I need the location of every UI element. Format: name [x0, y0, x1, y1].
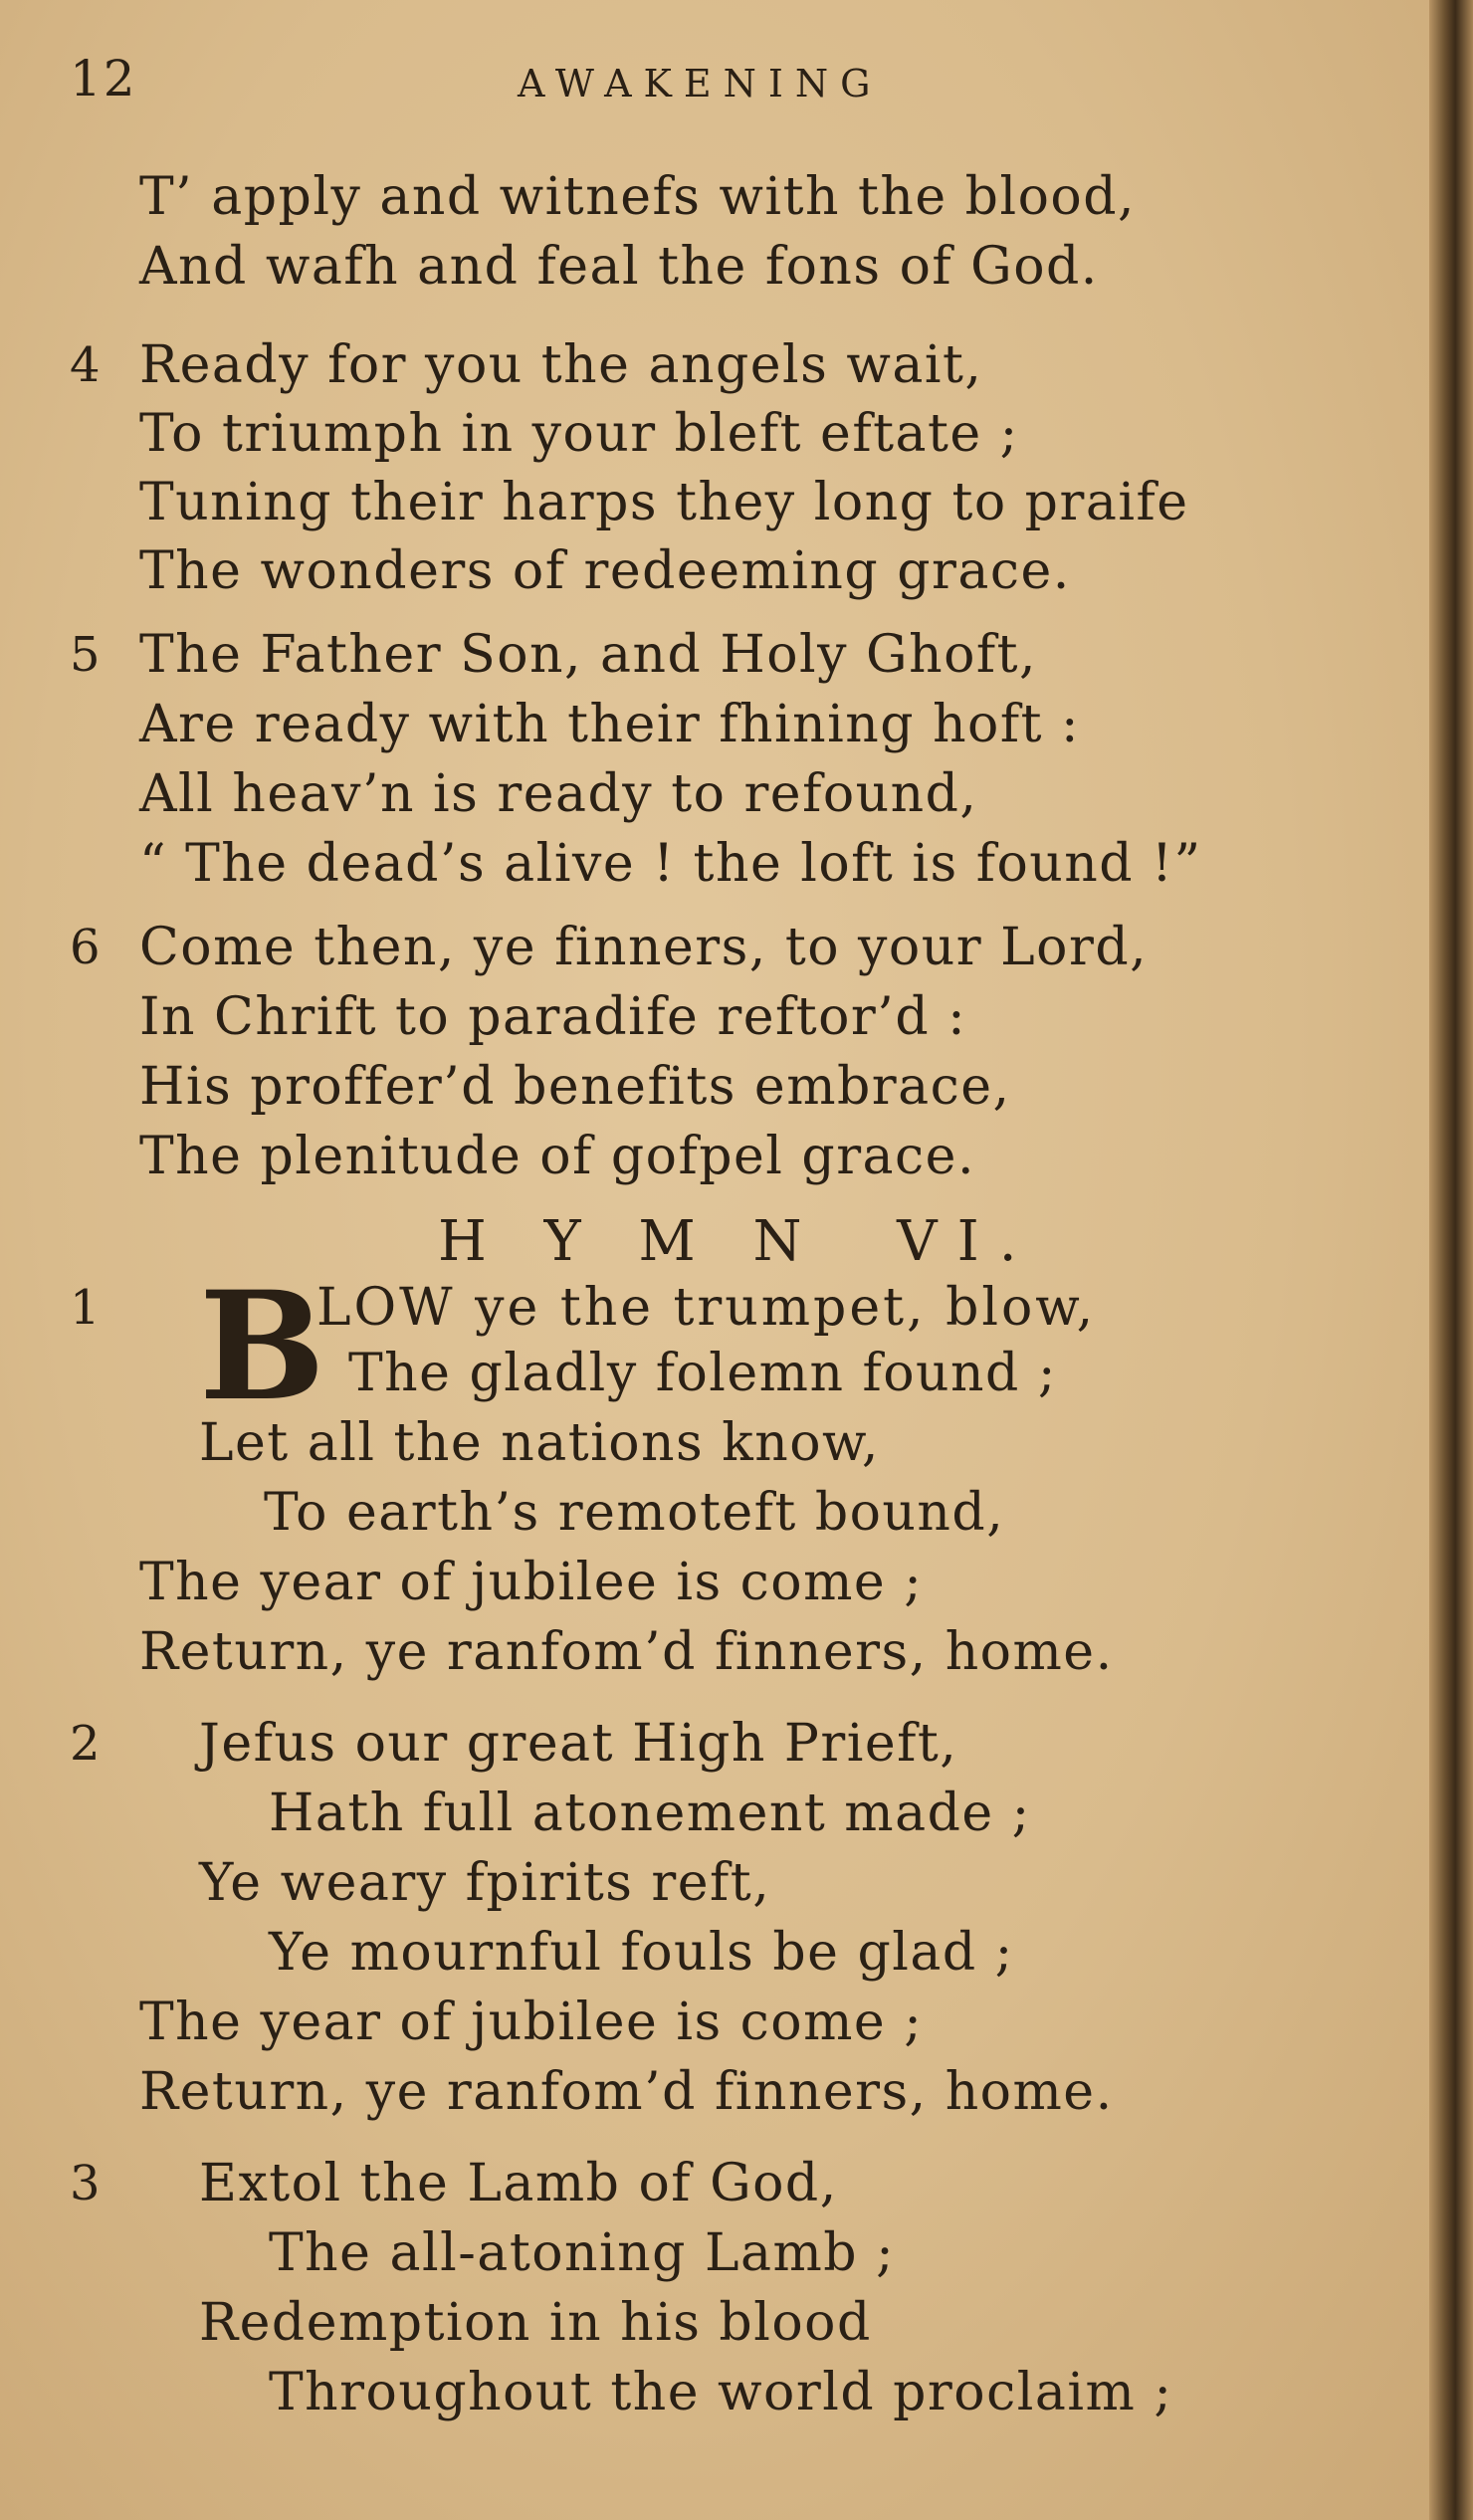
page-binding-edge: [1429, 0, 1473, 2520]
verse-line: The all-atoning Lamb ;: [269, 2223, 896, 2283]
section-title: AWAKENING: [518, 62, 883, 105]
verse-line: Jefus our great High Prieft,: [199, 1714, 958, 1774]
verse-line: To triumph in your bleft eftate ;: [139, 404, 1019, 464]
stanza-number: 2: [70, 1716, 101, 1772]
verse-line: Are ready with their fhining hoft :: [139, 695, 1081, 754]
verse-line: The gladly folemn found ;: [348, 1344, 1057, 1403]
verse-line: Hath full atonement made ;: [269, 1784, 1031, 1843]
verse-line: His proffer’d benefits embrace,: [139, 1057, 1011, 1117]
verse-line: Ready for you the angels wait,: [139, 335, 983, 395]
stanza-number: 4: [70, 337, 101, 393]
verse-line: To earth’s remoteft bound,: [264, 1483, 1005, 1543]
verse-line: The year of jubilee is come ;: [139, 1553, 924, 1612]
stanza-number: 5: [70, 627, 101, 683]
verse-line: Return, ye ranfom’d finners, home.: [139, 1622, 1114, 1682]
verse-line: LOW ye the trumpet, blow,: [316, 1278, 1097, 1338]
page-number: 12: [70, 50, 137, 107]
drop-cap: B: [199, 1259, 325, 1434]
stanza-number: 1: [70, 1280, 101, 1336]
verse-line: The year of jubilee is come ;: [139, 1993, 924, 2052]
verse-line: Ye weary fpirits reft,: [199, 1853, 771, 1913]
stanza-number: 6: [70, 920, 101, 975]
verse-line: The wonders of redeeming grace.: [139, 541, 1071, 601]
verse-line: Ye mournful fouls be glad ;: [269, 1923, 1014, 1983]
verse-line: The Father Son, and Holy Ghoft,: [139, 625, 1038, 685]
verse-line: Extol the Lamb of God,: [199, 2154, 838, 2213]
verse-line: All heav’n is ready to refound,: [139, 764, 978, 824]
stanza-number: 3: [70, 2156, 101, 2211]
verse-line: And wafh and feal the fons of God.: [139, 237, 1099, 297]
verse-line: Return, ye ranfom’d finners, home.: [139, 2062, 1114, 2122]
verse-line: Let all the nations know,: [199, 1413, 880, 1473]
verse-line: Come then, ye finners, to your Lord,: [139, 918, 1149, 977]
verse-line: Redemption in his blood: [199, 2293, 872, 2353]
hymn-title: H Y M N VI.: [438, 1209, 1037, 1274]
verse-line: The plenitude of gofpel grace.: [139, 1127, 975, 1186]
verse-line: Throughout the world proclaim ;: [269, 2363, 1173, 2422]
verse-line: Tuning their harps they long to praife: [139, 473, 1189, 532]
verse-line: T’ apply and witnefs with the blood,: [139, 167, 1137, 227]
running-head: [70, 50, 1383, 119]
verse-line: In Chrift to paradife reftor’d :: [139, 987, 967, 1047]
verse-line: “ The dead’s alive ! the loft is found !”: [139, 834, 1202, 894]
